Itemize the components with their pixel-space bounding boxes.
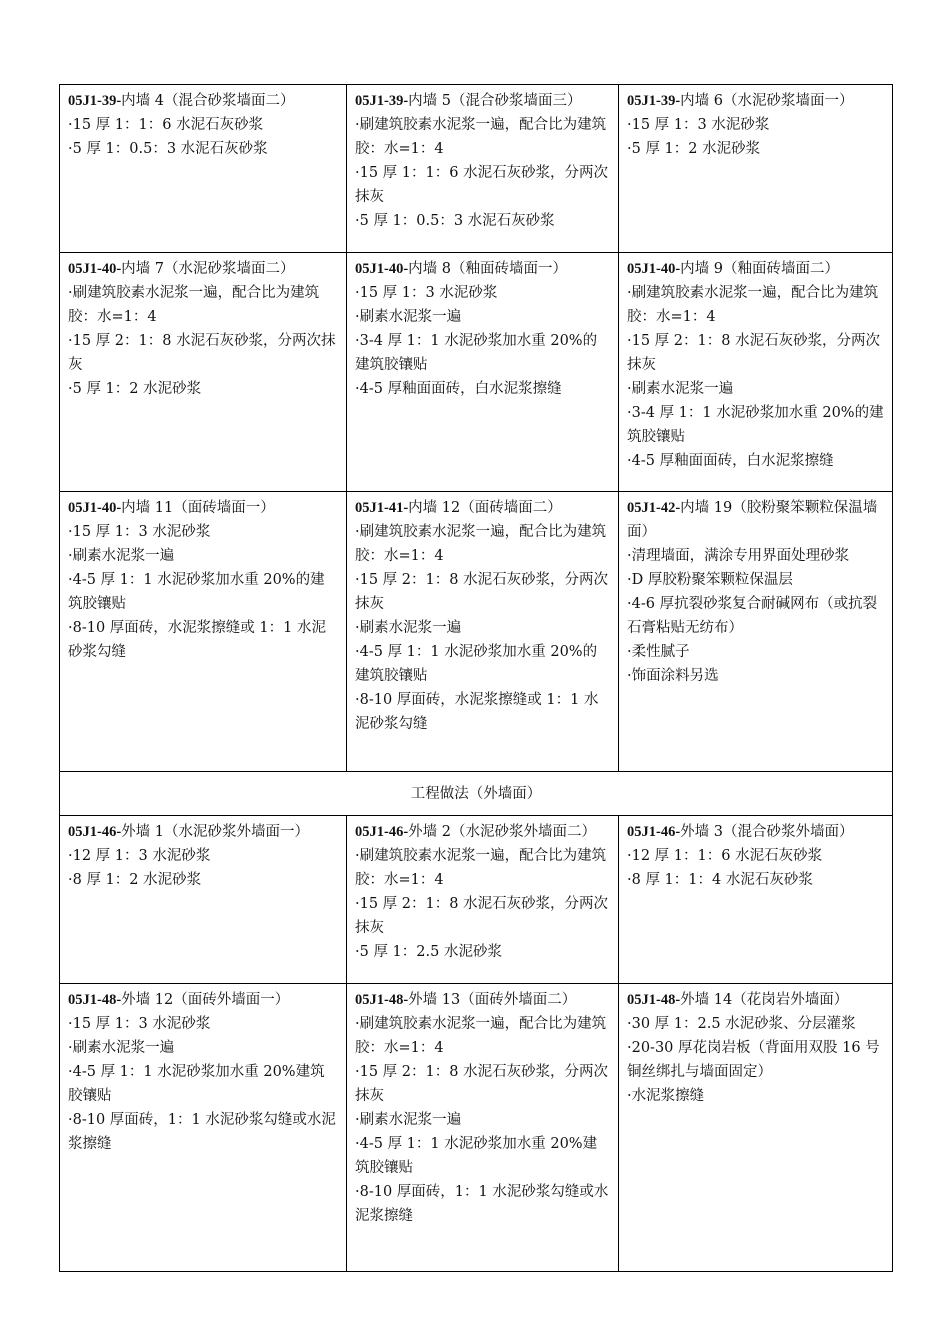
spec-title: 内墙 11（面砖墙面一） [121, 500, 275, 516]
spec-cell [347, 984, 619, 1272]
spec-heading [627, 89, 884, 113]
spec-code: 05J1-39- [355, 93, 409, 109]
table-row [60, 984, 893, 1272]
spec-title: 内墙 19（胶粉聚笨颗粒保温墙面） [627, 500, 878, 540]
spec-layer-item: ·刷素水泥浆一遍 [355, 620, 462, 636]
spec-cell [619, 816, 893, 984]
spec-heading [68, 988, 338, 1012]
spec-layer-item: ·12 厚 1：3 水泥砂浆 [68, 848, 211, 864]
spec-layer-item: ·5 厚 1：2 水泥砂浆 [627, 141, 761, 157]
spec-code: 05J1-41- [355, 500, 409, 516]
spec-layer-item: ·清理墙面，满涂专用界面处理砂浆 [627, 548, 850, 564]
spec-layer-item: ·30 厚 1：2.5 水泥砂浆、分层灌浆 [627, 1016, 856, 1032]
spec-layer-item: ·15 厚 1：1：6 水泥石灰砂浆，分两次抹灰 [355, 165, 609, 205]
spec-layer-item: ·15 厚 2：1：8 水泥石灰砂浆，分两次抹灰 [68, 333, 336, 373]
spec-layer-item: ·4-5 厚釉面面砖，白水泥浆擦缝 [627, 453, 834, 469]
spec-cell [347, 85, 619, 253]
spec-title: 外墙 3（混合砂浆外墙面） [680, 824, 854, 840]
spec-layer-item: ·4-5 厚 1：1 水泥砂浆加水重 20%的建筑胶镶贴 [355, 644, 598, 684]
spec-title: 内墙 9（釉面砖墙面二） [680, 261, 840, 277]
spec-layer-item: ·5 厚 1：0.5：3 水泥石灰砂浆 [355, 213, 555, 229]
spec-cell [60, 85, 347, 253]
spec-layer-item: ·8-10 厚面砖，水泥浆擦缝或 1：1 水泥砂浆勾缝 [355, 692, 599, 732]
spec-heading [68, 89, 338, 113]
spec-title: 内墙 5（混合砂浆墙面三） [408, 93, 582, 109]
spec-layer-item: ·水泥浆擦缝 [627, 1088, 705, 1104]
spec-layer-item: ·15 厚 1：3 水泥砂浆 [627, 117, 770, 133]
spec-layer-item: ·刷素水泥浆一遍 [627, 381, 734, 397]
spec-code: 05J1-42- [627, 500, 681, 516]
spec-title: 外墙 2（水泥砂浆外墙面二） [408, 824, 597, 840]
spec-layer-item: ·刷素水泥浆一遍 [68, 1040, 175, 1056]
spec-code: 05J1-46- [68, 824, 122, 840]
spec-layer-item: ·刷建筑胶素水泥浆一遍，配合比为建筑胶：水=1：4 [68, 285, 320, 325]
spec-title: 内墙 8（釉面砖墙面一） [408, 261, 568, 277]
spec-code: 05J1-48- [68, 992, 122, 1008]
spec-code: 05J1-48- [355, 992, 409, 1008]
spec-heading [627, 496, 884, 544]
spec-heading [627, 820, 884, 844]
spec-cell [60, 253, 347, 492]
spec-title: 外墙 13（面砖外墙面二） [408, 992, 577, 1008]
spec-title: 内墙 7（水泥砂浆墙面二） [121, 261, 295, 277]
section-header-row [60, 772, 893, 816]
spec-cell [619, 85, 893, 253]
spec-heading [68, 257, 338, 281]
spec-layer-item: ·5 厚 1：2.5 水泥砂浆 [355, 944, 502, 960]
spec-layer-item: ·8-10 厚面砖，1：1 水泥砂浆勾缝或水泥浆擦缝 [355, 1184, 609, 1224]
spec-layer-item: ·15 厚 2：1：8 水泥石灰砂浆，分两次抹灰 [355, 1064, 609, 1104]
spec-title: 外墙 14（花岗岩外墙面） [680, 992, 849, 1008]
spec-layer-item: ·饰面涂料另选 [627, 668, 719, 684]
spec-layer-item: ·4-5 厚 1：1 水泥砂浆加水重 20%的建筑胶镶贴 [68, 572, 325, 612]
interior-wall-rows [60, 85, 893, 772]
spec-layer-item: ·4-5 厚 1：1 水泥砂浆加水重 20%建筑胶镶贴 [68, 1064, 325, 1104]
spec-layer-item: ·20-30 厚花岗岩板（背面用双股 16 号铜丝绑扎与墙面固定） [627, 1040, 880, 1080]
spec-cell [619, 984, 893, 1272]
spec-layer-item: ·8 厚 1：2 水泥砂浆 [68, 872, 202, 888]
spec-title: 内墙 12（面砖墙面二） [408, 500, 562, 516]
spec-cell [60, 492, 347, 772]
spec-layer-item: ·8-10 厚面砖，1：1 水泥砂浆勾缝或水泥浆擦缝 [68, 1112, 336, 1152]
spec-layer-item: ·15 厚 1：3 水泥砂浆 [68, 1016, 211, 1032]
spec-heading [355, 988, 610, 1012]
spec-heading [627, 257, 884, 281]
spec-code: 05J1-40- [355, 261, 409, 277]
table-row [60, 85, 893, 253]
spec-layer-item: ·5 厚 1：2 水泥砂浆 [68, 381, 202, 397]
spec-title: 外墙 1（水泥砂浆外墙面一） [121, 824, 310, 840]
spec-heading [355, 496, 610, 520]
table-row [60, 253, 893, 492]
spec-cell [619, 492, 893, 772]
spec-layer-item: ·5 厚 1：0.5：3 水泥石灰砂浆 [68, 141, 268, 157]
spec-heading [355, 257, 610, 281]
spec-heading [68, 820, 338, 844]
spec-layer-item: ·4-5 厚 1：1 水泥砂浆加水重 20%建筑胶镶贴 [355, 1136, 598, 1176]
spec-layer-item: ·4-5 厚釉面面砖，白水泥浆擦缝 [355, 381, 562, 397]
spec-cell [347, 816, 619, 984]
spec-layer-item: ·8-10 厚面砖，水泥浆擦缝或 1：1 水泥砂浆勾缝 [68, 620, 326, 660]
spec-title: 内墙 4（混合砂浆墙面二） [121, 93, 295, 109]
spec-layer-item: ·8 厚 1：1：4 水泥石灰砂浆 [627, 872, 813, 888]
spec-heading [355, 89, 610, 113]
spec-title: 外墙 12（面砖外墙面一） [121, 992, 290, 1008]
table-row [60, 492, 893, 772]
spec-code: 05J1-40- [68, 500, 122, 516]
spec-layer-item: ·3-4 厚 1：1 水泥砂浆加水重 20%的建筑胶镶贴 [355, 333, 598, 373]
spec-heading [627, 988, 884, 1012]
exterior-wall-rows [60, 816, 893, 1272]
spec-layer-item: ·15 厚 2：1：8 水泥石灰砂浆，分两次抹灰 [355, 896, 609, 936]
spec-heading [68, 496, 338, 520]
spec-layer-item: ·柔性腻子 [627, 644, 690, 660]
spec-layer-item: ·15 厚 1：1：6 水泥石灰砂浆 [68, 117, 264, 133]
spec-cell [619, 253, 893, 492]
construction-spec-table [59, 84, 893, 1272]
spec-layer-item: ·4-6 厚抗裂砂浆复合耐碱网布（或抗裂石膏粘贴无纺布） [627, 596, 878, 636]
spec-heading [355, 820, 610, 844]
spec-code: 05J1-48- [627, 992, 681, 1008]
spec-code: 05J1-40- [68, 261, 122, 277]
spec-cell [60, 984, 347, 1272]
spec-layer-item: ·刷建筑胶素水泥浆一遍，配合比为建筑胶：水=1：4 [355, 848, 607, 888]
spec-layer-item: ·刷建筑胶素水泥浆一遍，配合比为建筑胶：水=1：4 [355, 1016, 607, 1056]
spec-layer-item: ·刷素水泥浆一遍 [355, 309, 462, 325]
spec-layer-item: ·15 厚 1：3 水泥砂浆 [68, 524, 211, 540]
spec-code: 05J1-46- [627, 824, 681, 840]
spec-layer-item: ·刷建筑胶素水泥浆一遍，配合比为建筑胶：水=1：4 [627, 285, 879, 325]
spec-cell [347, 492, 619, 772]
spec-code: 05J1-46- [355, 824, 409, 840]
spec-layer-item: ·刷素水泥浆一遍 [355, 1112, 462, 1128]
table-row [60, 816, 893, 984]
spec-layer-item: ·3-4 厚 1：1 水泥砂浆加水重 20%的建筑胶镶贴 [627, 405, 884, 445]
spec-layer-item: ·12 厚 1：1：6 水泥石灰砂浆 [627, 848, 823, 864]
spec-code: 05J1-39- [627, 93, 681, 109]
spec-cell [60, 816, 347, 984]
spec-layer-item: ·刷素水泥浆一遍 [68, 548, 175, 564]
spec-layer-item: ·15 厚 2：1：8 水泥石灰砂浆，分两次抹灰 [627, 333, 881, 373]
spec-cell [347, 253, 619, 492]
spec-code: 05J1-40- [627, 261, 681, 277]
spec-layer-item: ·刷建筑胶素水泥浆一遍，配合比为建筑胶：水=1：4 [355, 117, 607, 157]
spec-layer-item: ·15 厚 2：1：8 水泥石灰砂浆，分两次抹灰 [355, 572, 609, 612]
spec-layer-item: ·D 厚胶粉聚笨颗粒保温层 [627, 572, 793, 588]
spec-title: 内墙 6（水泥砂浆墙面一） [680, 93, 854, 109]
spec-layer-item: ·刷建筑胶素水泥浆一遍，配合比为建筑胶：水=1：4 [355, 524, 607, 564]
section-title-exterior: 工程做法（外墙面） [60, 772, 893, 816]
spec-layer-item: ·15 厚 1：3 水泥砂浆 [355, 285, 498, 301]
spec-code: 05J1-39- [68, 93, 122, 109]
